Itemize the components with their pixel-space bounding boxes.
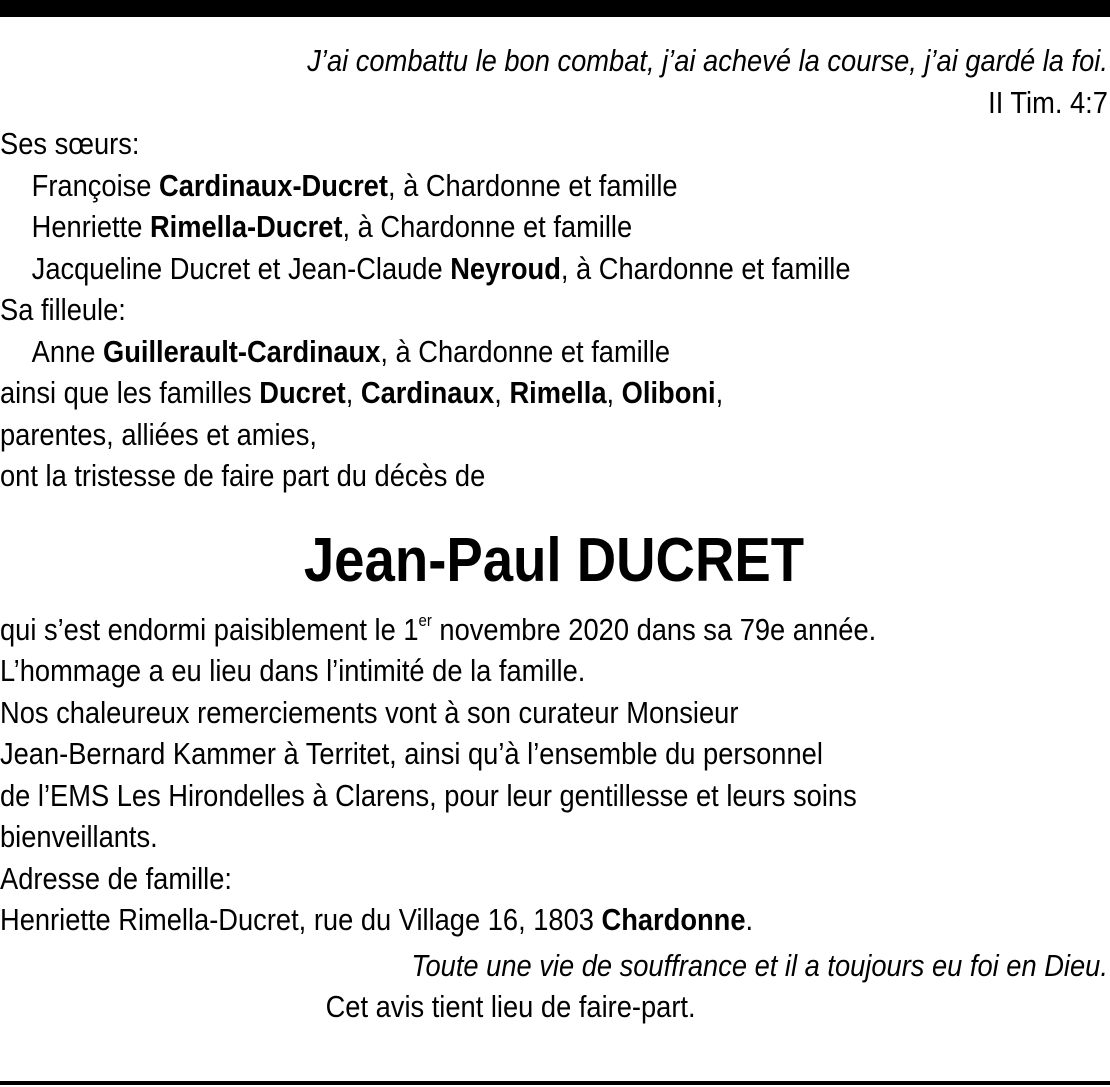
- sister-location: , à Chardonne et famille: [560, 250, 851, 286]
- relatives-line: parentes, alliées et amies,: [0, 416, 317, 452]
- family-name: Rimella: [509, 375, 607, 410]
- death-date-line: qui s’est endormi paisiblement le 1er novembre 2020 dans sa 79e année.: [0, 610, 877, 647]
- closing-note: Cet avis tient lieu de faire-part.: [325, 989, 696, 1024]
- goddaughter-entry: [0, 331, 1108, 373]
- sister-entry: [0, 206, 1108, 248]
- sister-surname: Neyroud: [450, 250, 561, 286]
- body-line: Jean-Bernard Kammer à Territet, ainsi qu’à l’ensemble du personnel: [0, 736, 823, 771]
- bottom-rule: [0, 1081, 1110, 1085]
- families-prefix: ainsi que les familles: [0, 375, 252, 410]
- goddaughter-given-name: Anne: [31, 333, 96, 369]
- announcement-line: ont la tristesse de faire part du décès de: [0, 458, 486, 493]
- goddaughter-surname: Guillerault-Cardinaux: [102, 333, 381, 369]
- goddaughter-heading: Sa filleule:: [0, 292, 126, 327]
- epigraph-reference: II Tim. 4:7: [988, 84, 1108, 120]
- family-name: Ducret: [259, 375, 346, 410]
- body-line: Nos chaleureux remerciements vont à son curateur Monsieur: [0, 694, 739, 730]
- deceased-name: Jean-Paul DUCRET: [303, 525, 805, 595]
- body-line: L’hommage a eu lieu dans l’intimité de la famille.: [0, 653, 586, 688]
- families-line: ainsi que les familles Ducret, Cardinaux, Rimella, Oliboni,: [0, 375, 724, 410]
- body-line: bienveillants.: [0, 819, 158, 854]
- sisters-heading: Ses sœurs:: [0, 126, 140, 161]
- body-line: de l’EMS Les Hirondelles à Clarens, pour leur gentillesse et leurs soins: [0, 777, 857, 813]
- closing-quote: Toute une vie de souffrance et il a toujours eu foi en Dieu.: [411, 947, 1108, 983]
- sister-given-name: Françoise: [31, 167, 152, 203]
- sister-entry: [0, 248, 1108, 290]
- address-city: Chardonne: [601, 902, 746, 937]
- sister-given-name: Jacqueline Ducret et Jean-Claude: [31, 250, 443, 286]
- sister-surname: Rimella-Ducret: [149, 209, 343, 244]
- sister-location: , à Chardonne et famille: [387, 167, 678, 203]
- sister-given-name: Henriette: [31, 209, 143, 244]
- address-line: Henriette Rimella-Ducret, rue du Village 16, 1803 Chardonne.: [0, 902, 754, 937]
- death-notice: [0, 40, 1108, 1028]
- epigraph-quote: J’ai combattu le bon combat, j’ai achevé la course, j’ai gardé la foi.: [307, 43, 1108, 78]
- ordinal-suffix: er: [418, 610, 432, 630]
- goddaughter-location: , à Chardonne et famille: [380, 333, 671, 369]
- family-name: Cardinaux: [360, 375, 495, 410]
- sister-entry: [0, 165, 1108, 207]
- sister-location: , à Chardonne et famille: [342, 209, 633, 244]
- top-rule: [0, 0, 1110, 17]
- sister-surname: Cardinaux-Ducret: [159, 167, 388, 203]
- family-name: Oliboni: [621, 375, 716, 410]
- address-heading: Adresse de famille:: [0, 860, 232, 896]
